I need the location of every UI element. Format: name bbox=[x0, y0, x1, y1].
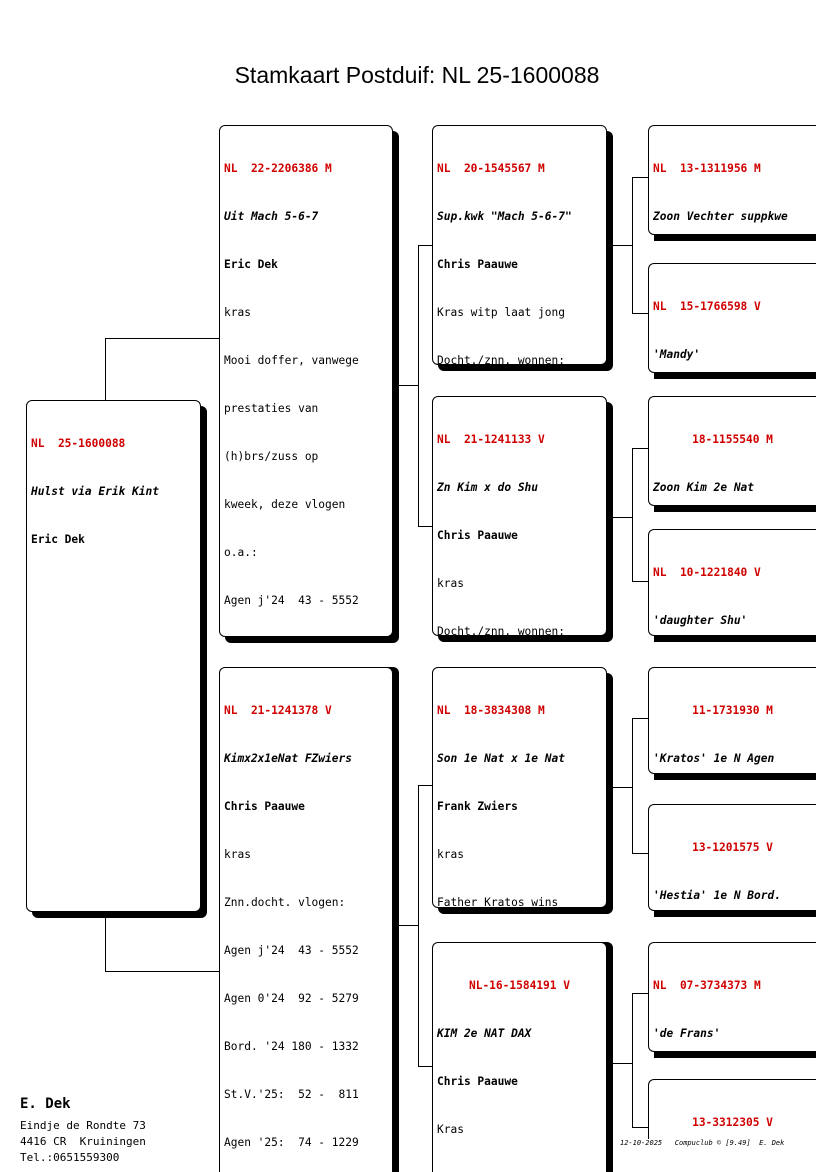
ring-number: 11-1731930 M bbox=[692, 704, 773, 717]
card-line: Father Kratos wins bbox=[437, 896, 559, 908]
connector bbox=[632, 581, 649, 582]
connector bbox=[632, 1127, 649, 1128]
pigeon-name: 'Mandy' bbox=[653, 348, 701, 361]
pigeon-name: 'de Frans' bbox=[653, 1027, 721, 1040]
pigeon-name: Son 1e Nat x 1e Nat bbox=[437, 752, 565, 765]
pedigree-card-subject bbox=[26, 400, 201, 912]
connector bbox=[418, 245, 419, 527]
ring-number: NL 13-1311956 M bbox=[653, 162, 761, 175]
card-line: Znn.docht. vlogen: bbox=[224, 896, 346, 909]
card-shadow bbox=[654, 636, 816, 642]
page-title: Stamkaart Postduif: NL 25-1600088 bbox=[234, 62, 600, 88]
card-line: Kras witp laat jong bbox=[437, 306, 565, 319]
ring-number: 13-1201575 V bbox=[692, 841, 773, 854]
connector bbox=[418, 785, 419, 1067]
connector bbox=[632, 448, 633, 582]
ring-number: NL 21-1241378 V bbox=[224, 704, 332, 717]
pigeon-name: Zoon Kim 2e Nat bbox=[653, 481, 755, 494]
connector bbox=[632, 718, 633, 854]
connector bbox=[606, 1063, 633, 1064]
ring-number: NL-16-1584191 V bbox=[468, 979, 571, 992]
card-line: Bord. '24 180 - 1332 bbox=[224, 1040, 359, 1053]
connector bbox=[418, 785, 433, 786]
card-line: o.a.: bbox=[224, 546, 258, 559]
ring-number: 18-1155540 M bbox=[692, 433, 773, 446]
connector bbox=[632, 313, 649, 314]
card-line: kras bbox=[224, 848, 251, 861]
breeder-city: 4416 CR Kruiningen bbox=[20, 1135, 146, 1148]
ring-number: NL 10-1221840 V bbox=[653, 566, 761, 579]
pigeon-name: Uit Mach 5-6-7 bbox=[224, 210, 319, 223]
pedigree-card-fff bbox=[648, 125, 816, 235]
card-line: kras bbox=[224, 306, 251, 319]
pedigree-card-mf bbox=[432, 667, 607, 908]
card-line: Agen 0'24 92 - 5279 bbox=[224, 992, 359, 1005]
card-line: Mooi doffer, vanwege bbox=[224, 354, 359, 367]
connector bbox=[105, 918, 106, 972]
card-line: kweek, deze vlogen bbox=[224, 498, 346, 511]
owner-name: Chris Paauwe bbox=[437, 258, 518, 271]
pigeon-name: KIM 2e NAT DAX bbox=[437, 1027, 532, 1040]
pedigree-card-mfm bbox=[648, 804, 816, 911]
pigeon-name: Zoon Vechter suppkwe bbox=[653, 210, 788, 223]
card-line: (h)brs/zuss op bbox=[224, 450, 319, 463]
pedigree-card-fmm bbox=[648, 529, 816, 636]
card-shadow bbox=[654, 373, 816, 379]
pedigree-card-father bbox=[219, 125, 393, 637]
card-line: Agen j'24 43 - 5552 bbox=[224, 944, 359, 957]
pedigree-card-ff bbox=[432, 125, 607, 365]
owner-name: Chris Paauwe bbox=[437, 1075, 518, 1088]
card-shadow bbox=[654, 1052, 816, 1058]
pedigree-card-ffm bbox=[648, 263, 816, 373]
connector bbox=[632, 177, 633, 314]
ring-number: NL 07-3734373 M bbox=[653, 979, 761, 992]
pedigree-card-mmm bbox=[648, 1079, 816, 1139]
ring-number: 13-3312305 V bbox=[692, 1116, 773, 1129]
card-line: Agen '25: 74 - 1229 bbox=[224, 1136, 359, 1149]
breeder-name: E. Dek bbox=[20, 1096, 71, 1112]
pigeon-name: 'Hestia' 1e N Bord. bbox=[653, 889, 781, 902]
connector bbox=[632, 448, 649, 449]
ring-number: NL 15-1766598 V bbox=[653, 300, 761, 313]
ring-number: NL 21-1241133 V bbox=[437, 433, 545, 446]
connector bbox=[105, 338, 220, 339]
connector bbox=[632, 853, 649, 854]
pedigree-card-mm bbox=[432, 942, 607, 1172]
breeder-address: Eindje de Rondte 73 bbox=[20, 1119, 146, 1132]
connector bbox=[606, 245, 633, 246]
owner-name: Eric Dek bbox=[31, 533, 85, 546]
connector bbox=[418, 245, 433, 246]
owner-name: Chris Paauwe bbox=[224, 800, 305, 813]
card-line: St.V.'25: 52 - 811 bbox=[224, 1088, 359, 1101]
pedigree-card-fmf bbox=[648, 396, 816, 506]
card-line: Docht./znn. wonnen: bbox=[437, 625, 565, 636]
card-shadow bbox=[654, 911, 816, 917]
pigeon-name: 'daughter Shu' bbox=[653, 614, 748, 627]
breeder-info bbox=[20, 1096, 146, 1166]
connector bbox=[632, 177, 649, 178]
breeder-phone: Tel.:0651559300 bbox=[20, 1151, 120, 1164]
connector bbox=[392, 385, 419, 386]
card-line: kras bbox=[437, 577, 464, 590]
pigeon-name: Kimx2x1eNat FZwiers bbox=[224, 752, 352, 765]
pigeon-name: Zn Kim x do Shu bbox=[437, 481, 539, 494]
print-footer: 12-10-2025 Compuclub © [9.49] E. Dek bbox=[620, 1139, 785, 1147]
card-line: prestaties van bbox=[224, 402, 319, 415]
owner-name: Frank Zwiers bbox=[437, 800, 518, 813]
pigeon-name: Hulst via Erik Kint bbox=[31, 485, 159, 498]
ring-number: NL 22-2206386 M bbox=[224, 162, 332, 175]
pedigree-card-mother bbox=[219, 667, 393, 1172]
ring-number: NL 25-1600088 bbox=[31, 437, 126, 450]
pigeon-name: Sup.kwk "Mach 5-6-7" bbox=[437, 210, 572, 223]
card-line: Docht./znn. wonnen: bbox=[437, 354, 565, 365]
pedigree-card-fm bbox=[432, 396, 607, 636]
ring-number: NL 20-1545567 M bbox=[437, 162, 545, 175]
connector bbox=[632, 718, 649, 719]
connector bbox=[105, 971, 220, 972]
card-shadow bbox=[654, 774, 816, 780]
connector bbox=[606, 517, 633, 518]
ring-number: NL 18-3834308 M bbox=[437, 704, 545, 717]
pedigree-card-mff bbox=[648, 667, 816, 774]
owner-name: Eric Dek bbox=[224, 258, 278, 271]
card-shadow bbox=[654, 506, 816, 512]
owner-name: Chris Paauwe bbox=[437, 529, 518, 542]
connector bbox=[105, 338, 106, 400]
card-shadow bbox=[654, 235, 816, 241]
connector bbox=[632, 993, 649, 994]
card-line: kras bbox=[437, 848, 464, 861]
pigeon-name: 'Kratos' 1e N Agen bbox=[653, 752, 775, 765]
connector bbox=[418, 526, 433, 527]
connector bbox=[418, 1066, 433, 1067]
card-line: Agen j'24 43 - 5552 bbox=[224, 594, 359, 607]
connector bbox=[392, 925, 419, 926]
card-line: Kras bbox=[437, 1123, 464, 1136]
connector bbox=[606, 787, 633, 788]
connector bbox=[632, 993, 633, 1128]
pedigree-card-mmf bbox=[648, 942, 816, 1052]
